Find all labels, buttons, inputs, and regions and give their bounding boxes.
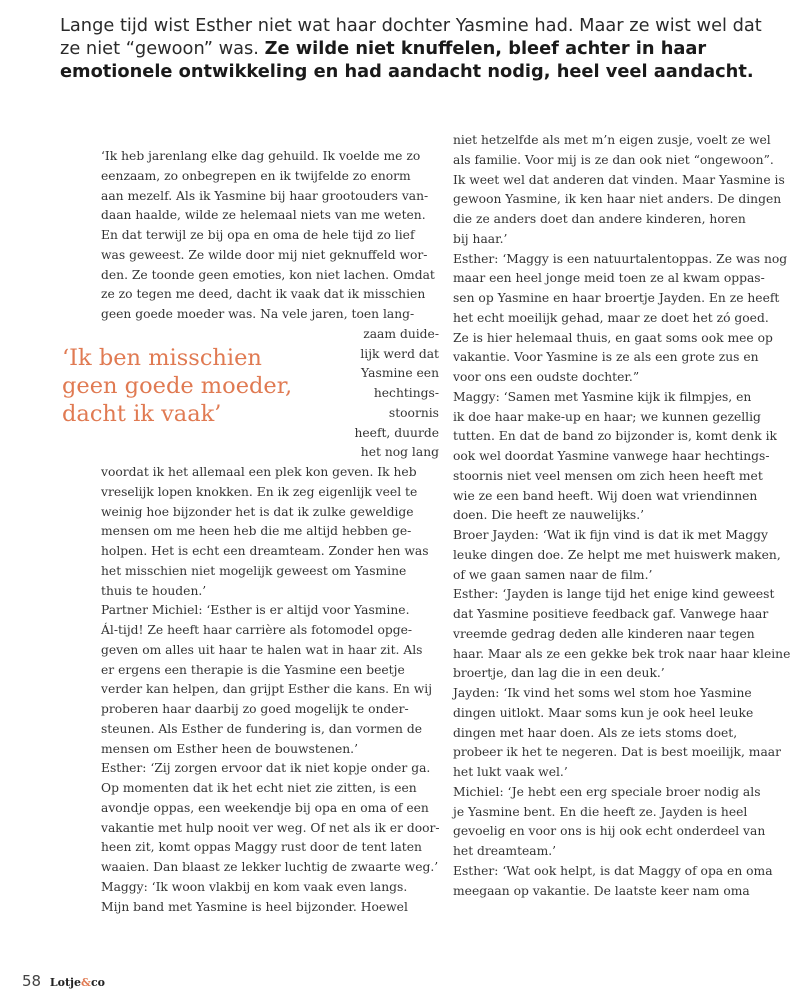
text-line: ik doe haar make-up en haar; we kunnen gezellig [453, 409, 761, 424]
text-line: voordat ik het allemaal een plek kon geven. Ik heb [101, 465, 417, 479]
text-line: of we gaan samen naar de film.’ [453, 567, 653, 582]
text-line: Yasmine een [361, 366, 439, 381]
text-line: Esther: ‘Zij zorgen ervoor dat ik niet kopje onder ga. [101, 761, 431, 776]
text-line: vreselijk lopen knokken. En ik zeg eigenlijk veel te [101, 484, 418, 499]
brand-ampersand: & [81, 976, 91, 989]
text-line: het nog lang [360, 445, 439, 460]
text-line: stoornis [388, 405, 439, 420]
text-line: niet hetzelfde als met m’n eigen zusje, voelt ze wel [453, 133, 771, 147]
text-line: zaam duide- [363, 326, 439, 341]
text-line: voor ons een oudste dochter.” [453, 370, 640, 384]
text-line: ze zo tegen me deed, dacht ik vaak dat ik misschien [101, 287, 426, 302]
text-line: tutten. En dat de band zo bijzonder is, komt denk ik [453, 429, 777, 444]
text-line: Ál-tijd! Ze heeft haar carrière als fotomodel opge- [101, 623, 413, 637]
text-line: broertje, dan lag die in een deuk.’ [453, 666, 665, 681]
text-line: was geweest. Ze wilde door mij niet geknuffeld wor- [101, 247, 428, 262]
page-footer [22, 972, 105, 992]
pull-quote-line: geen goede moeder, [62, 373, 293, 399]
text-line: meegaan op vakantie. De laatste keer nam oma [453, 883, 750, 898]
text-line: vakantie. Voor Yasmine is ze als een grote zus en [453, 350, 759, 365]
text-line: dat Yasmine positieve feedback gaf. Vanwege haar [453, 607, 769, 621]
intro-bold-text: Ze wilde niet knuffelen, bleef achter in haar emotionele ontwikkeling en had aandacht nodig, heel veel aandacht. [60, 38, 754, 82]
text-line: verder kan helpen, dan grijpt Esther die kans. En wij [101, 682, 433, 697]
text-line: doen. Die heeft ze nauwelijks.’ [453, 508, 645, 523]
text-line: bij haar.’ [453, 231, 508, 246]
text-line: Ze is hier helemaal thuis, en gaat soms ook mee op [453, 330, 773, 345]
pull-quote [62, 344, 324, 428]
text-line: leuke dingen doe. Ze helpt me met huiswerk maken, [453, 547, 781, 562]
brand-left: Lotje [49, 976, 82, 989]
text-line: mensen om me heen heb die me altijd hebben ge- [101, 524, 412, 539]
text-line: geven om alles uit haar te halen wat in haar zit. Als [101, 642, 423, 657]
right-column [453, 131, 791, 901]
text-line: thuis te houden.’ [101, 583, 207, 598]
intro-normal-text: Lange tijd wist Esther niet wat haar dochter Yasmine had. Maar ze wist wel dat ze niet “gewoon” was. [60, 15, 762, 59]
text-line: waaien. Dan blaast ze lekker luchtig de zwaarte weg.’ [101, 860, 439, 874]
text-line: haar. Maar als ze een gekke bek trok naar haar kleine [453, 646, 791, 661]
text-line: Esther: ‘Wat ook helpt, is dat Maggy of opa en oma [453, 863, 773, 878]
text-line: als familie. Voor mij is ze dan ook niet “ongewoon”. [453, 152, 774, 167]
text-line: ‘Ik heb jarenlang elke dag gehuild. Ik voelde me zo [101, 149, 421, 163]
text-line: Broer Jayden: ‘Wat ik fijn vind is dat ik met Maggy [453, 528, 768, 542]
text-line: daan haalde, wilde ze helemaal niets van me weten. [101, 208, 426, 223]
text-line: gewoon Yasmine, ik ken haar niet anders. De dingen [453, 192, 782, 207]
text-line: proberen haar daarbij zo goed mogelijk te onder- [101, 702, 409, 716]
left-column [101, 147, 439, 917]
magazine-brand [50, 976, 105, 989]
text-line: geen goede moeder was. Na vele jaren, toen lang- [101, 307, 415, 321]
text-line: Mijn band met Yasmine is heel bijzonder. Hoewel [101, 899, 408, 914]
text-line: het echt moeilijk gehad, maar ze doet het zó goed. [453, 310, 769, 325]
text-line: holpen. Het is echt een dreamteam. Zonder hen was [101, 544, 429, 558]
text-line: weinig hoe bijzonder het is dat ik zulke geweldige [101, 504, 414, 519]
text-line: ook wel doordat Yasmine vanwege haar hechtings- [453, 449, 770, 463]
text-line: mensen om Esther heen de bouwstenen.’ [101, 741, 359, 756]
text-line: En dat terwijl ze bij opa en oma de hele tijd zo lief [101, 228, 415, 242]
text-line: dingen met haar doen. Als ze iets stoms doet, [453, 725, 738, 740]
text-line: den. Ze toonde geen emoties, kon niet lachen. Omdat [101, 267, 435, 282]
text-line: sen op Yasmine en haar broertje Jayden. En ze heeft [453, 291, 780, 305]
text-line: vreemde gedrag deden alle kinderen naar tegen [453, 626, 755, 641]
text-line: die ze anders doet dan andere kinderen, horen [453, 212, 746, 226]
pull-quote-line: dacht ik vaak’ [62, 401, 222, 427]
text-line: avondje oppas, een weekendje bij opa en oma of een [101, 800, 429, 815]
text-line: Esther: ‘Maggy is een natuurtalentoppas. Ze was nog [453, 251, 788, 266]
text-line: je Yasmine bent. En die heeft ze. Jayden is heel [453, 804, 748, 819]
text-line: vakantie met hulp nooit ver weg. Of net als ik er door- [101, 820, 440, 835]
text-line: het misschien niet mogelijk geweest om Yasmine [101, 563, 407, 578]
text-line: steunen. Als Esther de fundering is, dan vormen de [101, 721, 422, 736]
text-line: Op momenten dat ik het echt niet zie zitten, is een [101, 781, 417, 795]
text-line: Ik weet wel dat anderen dat vinden. Maar Yasmine is [453, 172, 785, 187]
text-line: probeer ik het te negeren. Dat is best moeilijk, maar [453, 745, 781, 760]
intro-paragraph [60, 14, 770, 83]
text-line: heeft, duurde [354, 425, 439, 440]
text-line: Esther: ‘Jayden is lange tijd het enige kind geweest [453, 587, 775, 602]
text-line: Partner Michiel: ‘Esther is er altijd voor Yasmine. [101, 603, 410, 618]
text-line: stoornis niet veel mensen om zich heen heeft met [453, 468, 763, 483]
text-line: heen zit, komt oppas Maggy rust door de tent laten [101, 840, 422, 855]
text-line: dingen uitlokt. Maar soms kun je ook heel leuke [453, 705, 754, 720]
text-line: hechtings- [373, 386, 439, 400]
text-line: maar een heel jonge meid toen ze al kwam oppas- [453, 271, 765, 286]
text-line: eenzaam, zo onbegrepen en ik twijfelde zo enorm [101, 168, 411, 183]
text-line: Maggy: ‘Ik woon vlakbij en kom vaak even langs. [101, 879, 408, 894]
text-line: het dreamteam.’ [453, 844, 557, 858]
text-line: aan mezelf. Als ik Yasmine bij haar grootouders van- [101, 188, 429, 203]
text-line: gevoelig en voor ons is hij ook echt onderdeel van [453, 824, 766, 839]
text-line: wie ze een band heeft. Wij doen wat vriendinnen [453, 488, 758, 503]
brand-right: co [90, 976, 105, 989]
text-line: lijk werd dat [360, 346, 439, 361]
text-line: Michiel: ‘Je hebt een erg speciale broer nodig als [453, 784, 761, 799]
text-line: Maggy: ‘Samen met Yasmine kijk ik filmpjes, en [453, 389, 752, 404]
text-line: Jayden: ‘Ik vind het soms wel stom hoe Yasmine [453, 686, 752, 700]
pull-quote-line: ‘Ik ben misschien [62, 345, 262, 371]
text-line: er ergens een therapie is die Yasmine een beetje [101, 662, 405, 677]
page-number: 58 [22, 972, 42, 990]
text-line: het lukt vaak wel.’ [453, 765, 568, 779]
